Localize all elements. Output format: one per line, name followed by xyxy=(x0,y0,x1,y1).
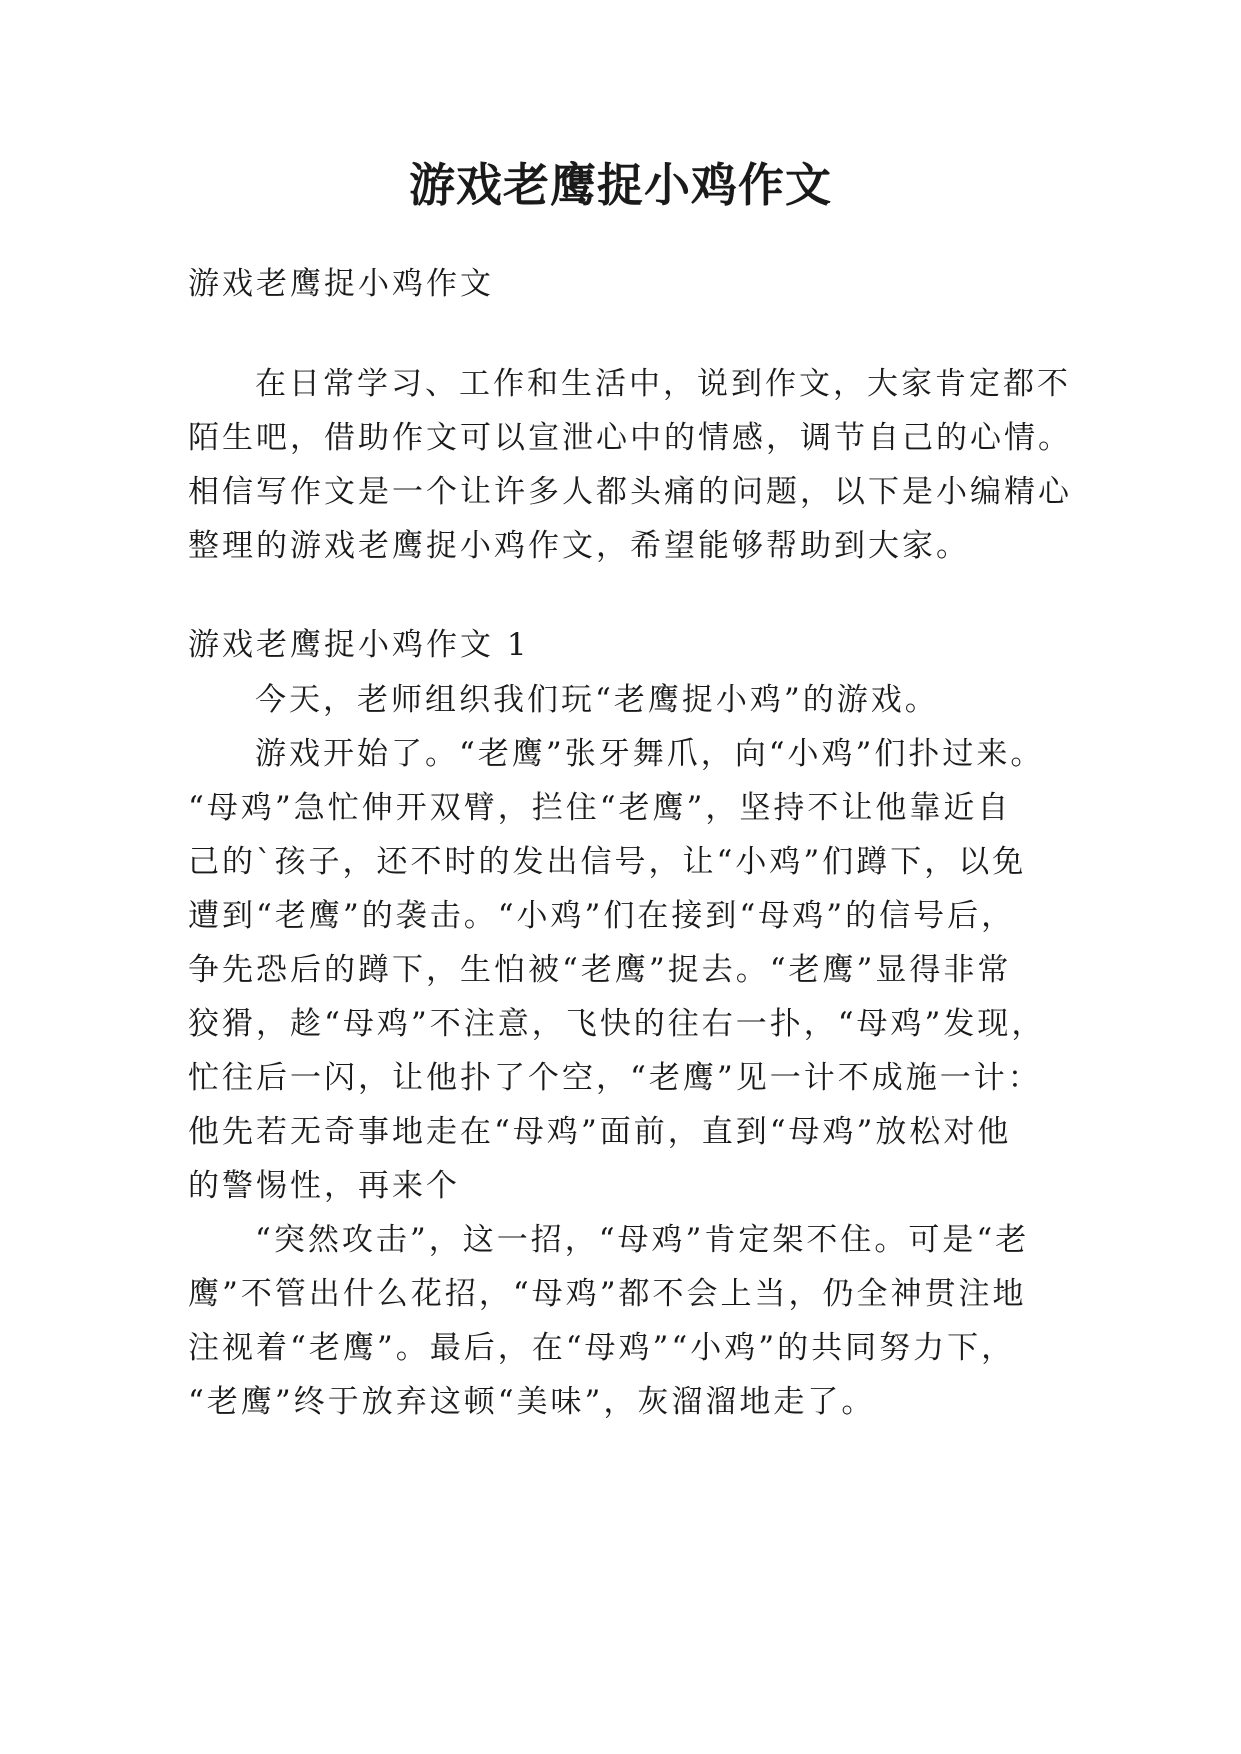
document-subtitle: 游戏老鹰捉小鸡作文 xyxy=(188,266,494,302)
body-line: 争先恐后的蹲下，生怕被“老鹰”捉去。“老鹰”显得非常 xyxy=(188,952,1012,988)
intro-line: 陌生吧，借助作文可以宣泄心中的情感，调节自己的心情。 xyxy=(188,420,1072,456)
body-line: “突然攻击”，这一招，“母鸡”肯定架不住。可是“老 xyxy=(255,1222,1030,1258)
intro-line: 相信写作文是一个让许多人都头痛的问题，以下是小编精心 xyxy=(188,474,1072,510)
body-line: 己的`孩子，还不时的发出信号，让“小鸡”们蹲下，以免 xyxy=(188,844,1027,880)
body-line: 的警惕性，再来个 xyxy=(188,1168,460,1204)
document-title: 游戏老鹰捉小鸡作文 xyxy=(409,158,832,212)
body-line: 他先若无奇事地走在“母鸡”面前，直到“母鸡”放松对他 xyxy=(188,1114,1012,1150)
body-line: “老鹰”终于放弃这顿“美味”，灰溜溜地走了。 xyxy=(188,1384,876,1420)
intro-line: 整理的游戏老鹰捉小鸡作文，希望能够帮助到大家。 xyxy=(188,528,970,564)
body-line: 鹰”不管出什么花招，“母鸡”都不会上当，仍全神贯注地 xyxy=(188,1276,1027,1312)
body-line: 遭到“老鹰”的袭击。“小鸡”们在接到“母鸡”的信号后， xyxy=(188,898,1016,934)
body-line: 游戏开始了。“老鹰”张牙舞爪，向“小鸡”们扑过来。 xyxy=(255,736,1045,772)
body-line: 狡猾，趁“母鸡”不注意，飞快的往右一扑，“母鸡”发现， xyxy=(188,1006,1046,1042)
body-line: 忙往后一闪，让他扑了个空，“老鹰”见一计不成施一计： xyxy=(188,1060,1042,1096)
section-heading: 游戏老鹰捉小鸡作文 1 xyxy=(188,627,530,663)
body-line: 注视着“老鹰”。最后，在“母鸡”“小鸡”的共同努力下， xyxy=(188,1330,1016,1366)
intro-line: 在日常学习、工作和生活中，说到作文，大家肯定都不 xyxy=(255,366,1071,402)
body-line: “母鸡”急忙伸开双臂，拦住“老鹰”，坚持不让他靠近自 xyxy=(188,790,1012,826)
body-line: 今天，老师组织我们玩“老鹰捉小鸡”的游戏。 xyxy=(255,682,939,718)
